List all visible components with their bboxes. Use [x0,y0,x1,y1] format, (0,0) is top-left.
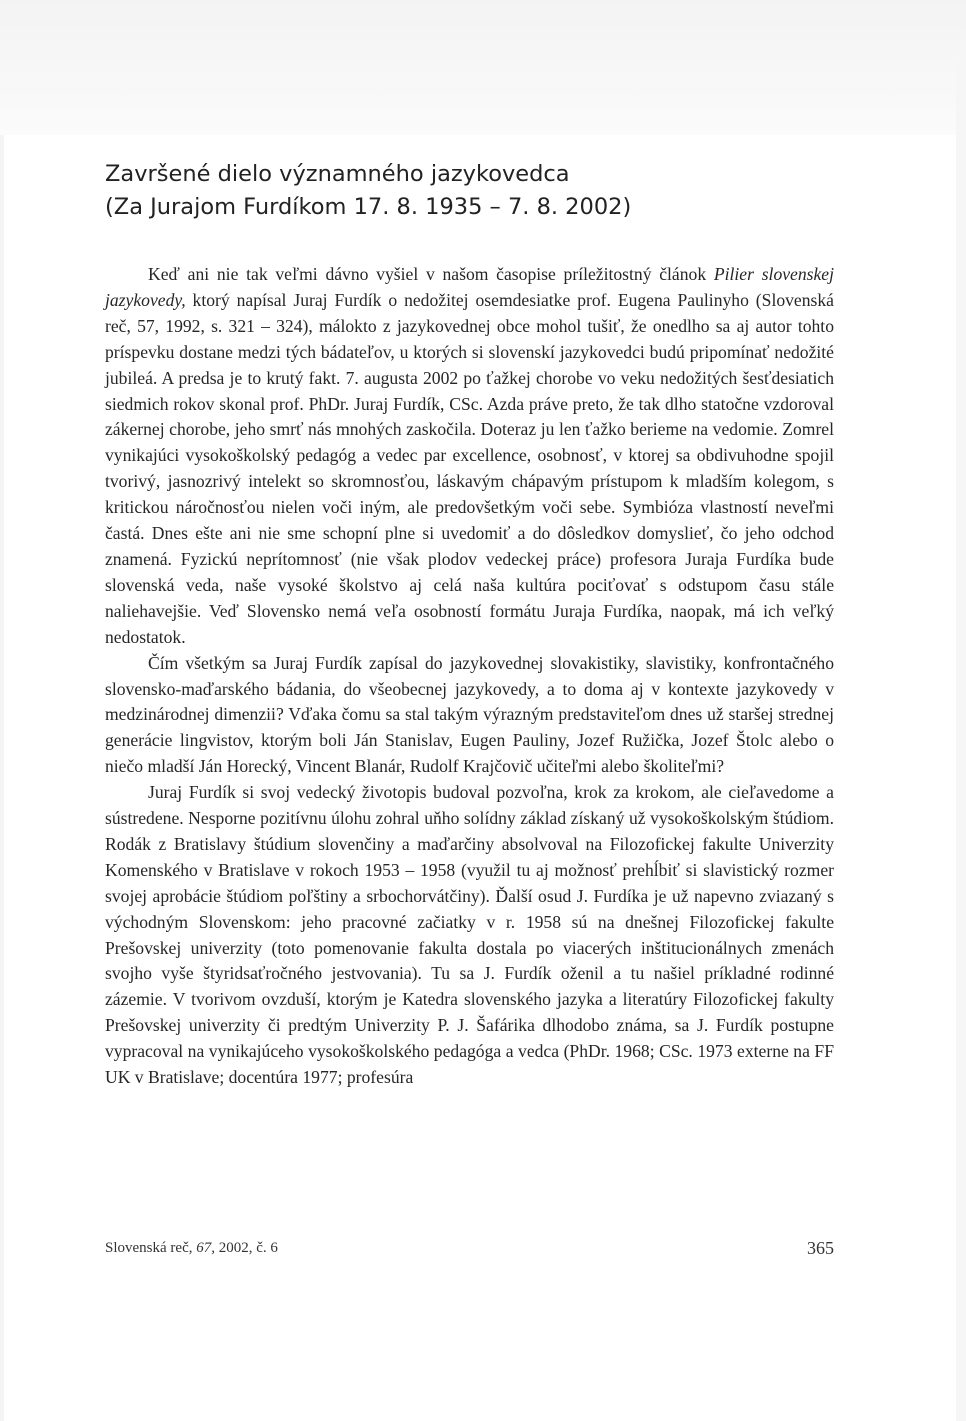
journal-citation [105,1240,278,1257]
article-title [105,158,834,224]
page-footer [105,1238,834,1260]
paragraph-3: Juraj Furdík si svoj vedecký životopis budoval pozvoľna, krok za krokom, ale cieľavedome a sústredene. Nesporne pozitívnu úlohu zohral uňho solídny základ získaný už vysokoškolským štúdiom. Rodák z Bratislavy štúdium slovenčiny a maďarčiny absolvoval na Filozofickej fakulte Univerzity Komenského v Bratislave v rokoch 1953 – 1958 (využil tu aj možnosť prehĺbiť si slavistický rozmer svojej aprobácie štúdiom poľštiny a srbochorvátčiny). Ďalší osud J. Furdíka je už napevno zviazaný s východným Slovenskom: jeho pracovné začiatky v r. 1958 sú na dnešnej Filozofickej fakulte Prešovskej univerzity (toto pomenovanie fakulta dostala po viacerých inštitucionálnych zmenách svojho vyše štyridsaťročného jestvovania). Tu sa J. Furdík oženil a tu našiel príkladné rodinné zázemie. V tvorivom ovzduší, ktorým je Katedra slovenského jazyka a literatúry Filozofickej fakulty Prešovskej univerzity či predtým Univerzity P. J. Šafárika dlhodobo známa, sa J. Furdík postupne vypracoval na vynikajúceho vysokoškolského pedagóga a vedca (PhDr. 1968; CSc. 1973 externe na FF UK v Bratislave; docentúra 1977; profesúra [105,782,834,1088]
scan-margin-top [0,0,966,135]
journal-issue: 2002, č. 6 [214,1240,278,1256]
paragraph-1 [105,262,834,651]
cited-article-title: Pilier slovenskej jazykovedy, [105,264,835,310]
journal-volume: 67, [196,1240,215,1256]
paragraph-2: Čím všetkým sa Juraj Furdík zapísal do jazykovednej slovakistiky, slavistiky, konfrontačného slovensko-maďarského bádania, do všeobecnej jazykovedy, a to doma aj v kontexte jazykovedy v medzinárodnej dimenzii? Vďaka čomu sa stal takým výrazným predstaviteľom dnes už staršej strednej generácie lingvistov, ktorým boli Ján Stanislav, Eugen Pauliny, Jozef Ružička, Jozef Štolc alebo o niečo mladší Ján Horecký, Vincent Blanár, Rudolf Krajčovič učiteľmi alebo školiteľmi? [105,652,834,777]
paragraph-1-part-b: ktorý napísal Juraj Furdík o nedožitej osemdesiatke prof. Eugena Paulinyho (Slovenská reč, 57, 1992, s. 321 – 324), málokto z jazykovednej obce mohol tušiť, že onedlho sa aj autor tohto príspevku dostane medzi tých bádateľov, u ktorých si slovenskí jazykovedci budú pripomínať nedožité jubileá. A predsa je to krutý fakt. 7. augusta 2002 po ťažkej chorobe vo veku nedožitých šesťdesiatich siedmich rokov skonal prof. PhDr. Juraj Furdík, CSc. Azda práve preto, že tak dlho statočne vzdoroval zákernej chorobe, jeho smrť nás mnohých zaskočila. Doteraz ju len ťažko berieme na vedomie. Zomrel vynikajúci vysokoškolský pedagóg a vedec par excellence, osobnosť, v ktorej sa obdivuhodne spojil tvorivý, jasnozrivý intelekt so skromnosťou, láskavým chápavým prístupom k mladším kolegom, s kritickou náročnosťou nielen voči iným, ale predovšetkým voči sebe. Symbióza vlastností neveľmi častá. Dnes ešte ani nie sme schopní plne si uvedomiť a do dôsledkov domyslieť, čo jeho odchod znamená. Fyzickú neprítomnosť (nie však plodov vedeckej práce) profesora Juraja Furdíka bude slovenská veda, naše vysoké školstvo aj celá naša kultúra pociťovať s odstupom času stále naliehavejšie. Veď Slovensko nemá veľa osobností formátu Juraja Furdíka, naopak, má ich veľký nedostatok. [105,289,834,647]
article-body [105,262,834,1091]
scan-margin-right [956,45,966,1421]
journal-name: Slovenská reč, [105,1240,197,1256]
paragraph-1-part-a: Keď ani nie tak veľmi dávno vyšiel v našom časopise príležitostný článok [148,264,714,284]
title-line-2: (Za Jurajom Furdíkom 17. 8. 1935 – 7. 8. 2002) [105,194,632,220]
article [105,158,834,1091]
title-line-1: Završené dielo významného jazykovedca [105,161,570,187]
page-number: 365 [807,1238,834,1258]
scan-margin-left [0,135,4,1421]
